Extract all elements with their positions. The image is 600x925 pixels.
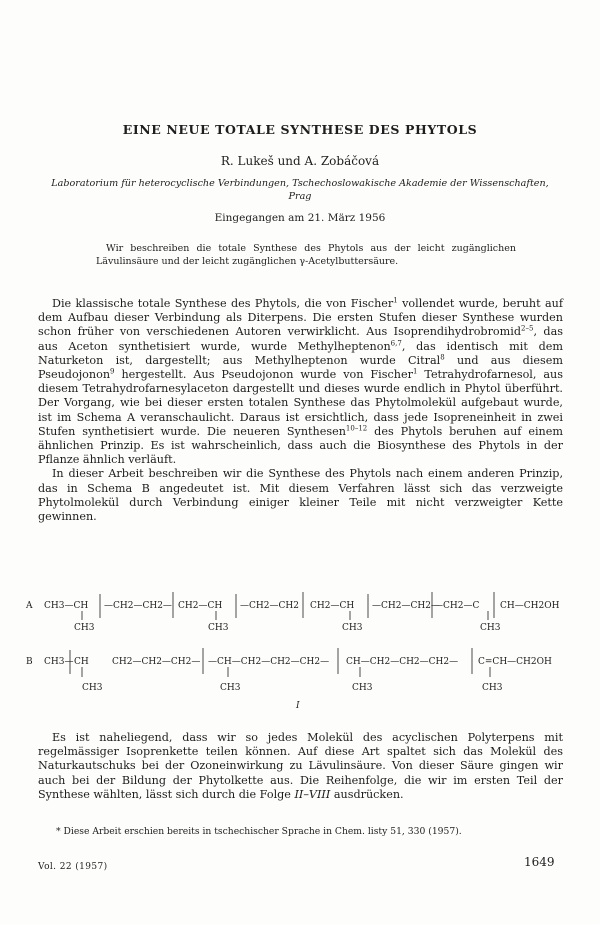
compound-range: II–VIII <box>294 787 331 801</box>
text-run: und aus diesem Pseudojonon <box>38 353 563 382</box>
reference-mark: 9 <box>110 367 115 376</box>
scheme-b-group: CH—CH2—CH2—CH2— <box>346 657 459 667</box>
text-run: , das identisch mit dem Naturketon ist, dargestellt; aus Methylheptenon wurde Citral <box>38 339 563 367</box>
scheme-a-methyl: CH3 <box>342 623 363 633</box>
affiliation-city: Prag <box>288 191 312 202</box>
text-run: ausdrücken. <box>330 787 404 801</box>
scheme-numeral: I <box>296 701 300 711</box>
text-run: , das aus Aceton synthetisiert wurde, wurde Methylheptenon <box>38 325 563 353</box>
reference-mark: 1 <box>393 296 398 305</box>
article-authors: R. Lukeš und A. Zobáčová <box>220 154 380 168</box>
scheme-a-group: —CH2—CH2— <box>372 601 440 611</box>
scheme-a-methyl: CH3 <box>208 623 229 633</box>
scheme-b-group: —CH—CH2—CH2—CH2— <box>208 657 330 667</box>
reference-mark: 8 <box>440 353 445 362</box>
scheme-b-group: CH3— <box>44 657 74 667</box>
scheme-b-methyl: CH3 <box>220 683 241 693</box>
scheme-a-group: CH3—CH <box>44 601 89 611</box>
footnote: * Diese Arbeit erschien bereits in tschechischer Sprache in Chem. listy 51, 330 (1957). <box>56 826 462 837</box>
scheme-a-group: —CH2—CH2 <box>240 601 299 611</box>
article-affiliation <box>40 177 560 203</box>
body-paragraph-1b: In dieser Arbeit beschreiben wir die Synthese des Phytols nach einem anderen Prinzip, das in Schema B angedeutet ist. Mit diesem Verfahren lässt sich das verzweigte Phytolmolekül durch Verbindung einiger kleiner Teile mit nicht verzweigter Kette gewinnen. <box>38 467 563 524</box>
reference-mark: 10–12 <box>345 424 368 433</box>
scheme-a-group: CH—CH2OH <box>500 601 560 611</box>
text-run: vollendet wurde, beruht auf dem Aufbau dieser Verbindung als Diterpens. Die ersten Stufen dieser Synthese wurden schon früher von verschiedenen Autoren verwirklicht. Aus Isoprendihydrobromid <box>38 297 563 339</box>
structural-scheme <box>0 580 600 725</box>
body-paragraph-2 <box>38 731 563 802</box>
text-run: Es ist naheliegend, dass wir so jedes Molekül des acyclischen Polyterpens mit regelmässiger Isoprenkette teilen können. Auf diese Art spaltet sich das Molekül des Naturkautschuks bei der Ozoneinwirkung zu Lävulinsäure. Von dieser Säure gingen wir auch bei der Bildung der Phytolkette aus. Die Reihenfolge, die wir im ersten Teil der Synthese wählten, lässt sich durch die Folge <box>38 731 563 801</box>
volume-info: Vol. 22 (1957) <box>38 862 108 872</box>
scheme-label-b: B <box>26 657 33 667</box>
reference-mark: 1 <box>412 367 418 376</box>
scheme-b-group: CH2—CH2—CH2— <box>112 657 201 667</box>
scheme-b-methyl: CH3 <box>82 683 103 693</box>
reference-mark: 6,7 <box>390 338 402 347</box>
scheme-b-methyl: CH3 <box>352 683 373 693</box>
scheme-a-methyl: CH3 <box>480 623 501 633</box>
text-run: des Phytols beruhen auf einem ähnlichen Prinzip. Es ist wahrscheinlich, dass auch die Biosynthese des Phytols in der Pflanze ähnlich verläuft. <box>38 424 563 467</box>
text-run: Die klassische totale Synthese des Phytols, die von Fischer <box>52 297 394 310</box>
reference-mark: 2–5 <box>521 324 534 333</box>
scheme-a-group: —CH2—C <box>434 601 480 611</box>
article-title: EINE NEUE TOTALE SYNTHESE DES PHYTOLS <box>122 122 478 137</box>
scheme-b-group: CH <box>74 657 89 667</box>
scheme-b-methyl: CH3 <box>482 683 503 693</box>
scheme-a-group: —CH2—CH2— <box>104 601 172 611</box>
abstract: Wir beschreiben die totale Synthese des Phytols aus der leicht zugänglichen Lävulinsäure und der leicht zugänglichen γ-Acetylbuttersäure. <box>96 243 516 267</box>
body-paragraph-1 <box>38 297 563 524</box>
page-number: 1649 <box>524 855 555 869</box>
text-run: Tetrahydrofarnesol, aus diesem Tetrahydrofarnesylaceton dargestellt und dieses wurde endlich in Phytol überführt. Der Vorgang, wie bei dieser ersten totalen Synthese das Phytolmolekül aufgebaut wurde, ist im Schema A veranschaulicht. Daraus ist ersichtlich, dass jede Isopreneinheit in zwei Stufen synthetisiert wurde. Die neueren Synthesen <box>38 368 563 438</box>
affiliation-line: Laboratorium für heterocyclische Verbindungen, Tschechoslowakische Akademie der Wissenschaften, <box>51 178 549 189</box>
scheme-a-methyl: CH3 <box>74 623 95 633</box>
scheme-b-group: C=CH—CH2OH <box>478 657 552 667</box>
scheme-label-a: A <box>26 601 33 611</box>
scheme-a-group: CH2—CH <box>310 601 355 611</box>
received-date: Eingegangen am 21. März 1956 <box>214 212 386 224</box>
text-run: hergestellt. Aus Pseudojonon wurde von Fischer <box>114 368 413 382</box>
scheme-a-group: CH2—CH <box>178 601 223 611</box>
